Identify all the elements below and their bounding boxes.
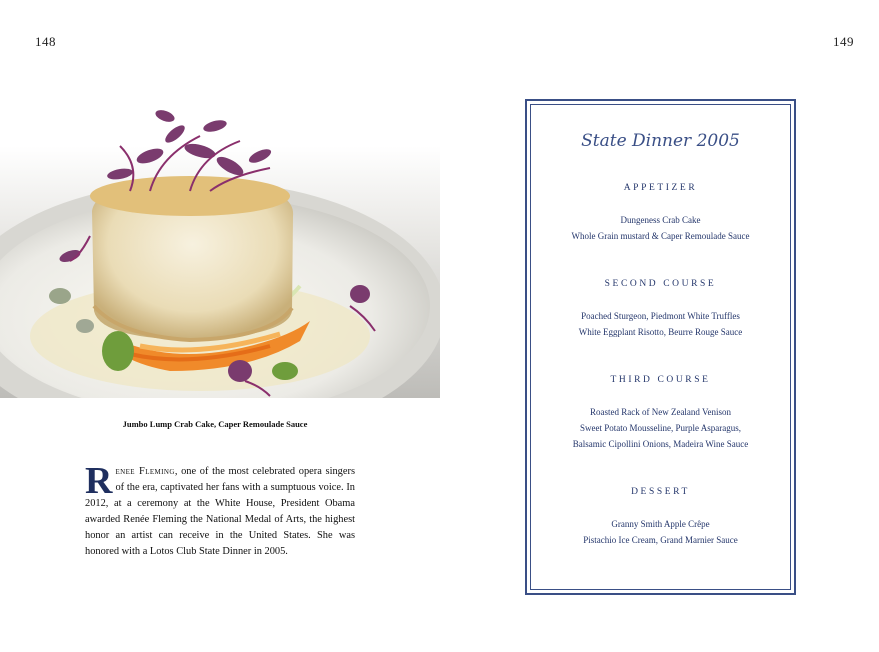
menu-item: Poached Sturgeon, Piedmont White Truffles (581, 311, 740, 321)
lead-text: enee Fleming (115, 466, 175, 477)
menu-item: Whole Grain mustard & Caper Remoulade Sauce (571, 231, 750, 241)
section-heading-appetizer: APPETIZER (623, 183, 698, 193)
page-number-left: 148 (35, 34, 56, 49)
section-heading-second-course: SECOND COURSE (604, 279, 717, 289)
food-photo (0, 96, 440, 398)
drop-cap: R (85, 460, 113, 502)
section-heading-dessert: DESSERT (631, 487, 690, 497)
section-heading-third-course: THIRD COURSE (610, 375, 711, 385)
menu-item: Roasted Rack of New Zealand Venison (589, 407, 732, 417)
page-number-right: 149 (833, 34, 854, 49)
menu-item: White Eggplant Risotto, Beurre Rouge Sauce (578, 327, 743, 337)
menu-item: Balsamic Cipollini Onions, Madeira Wine Sauce (572, 439, 749, 449)
menu-card (525, 99, 796, 595)
menu-item: Sweet Potato Mousseline, Purple Asparagus, (580, 423, 741, 433)
menu-item: Pistachio Ice Cream, Grand Marnier Sauce (583, 535, 738, 545)
article-text: , one of the most celebrated opera singers of the era, captivated her fans with a sumptuous voice. In 2012, at a ceremony at the White House, President Obama awarded Renée Fleming the National Medal of Arts, the highest honor an artist can receive in the United States. She was honored with a Lotos Club State Dinner in 2005. (85, 466, 355, 557)
menu-title: State Dinner 2005 (581, 131, 740, 151)
menu-inner-border (530, 104, 791, 590)
article-body (85, 460, 355, 560)
menu-item: Granny Smith Apple Crêpe (611, 519, 710, 529)
menu-item: Dungeness Crab Cake (620, 215, 701, 225)
photo-caption: Jumbo Lump Crab Cake, Caper Remoulade Sauce (122, 419, 308, 429)
